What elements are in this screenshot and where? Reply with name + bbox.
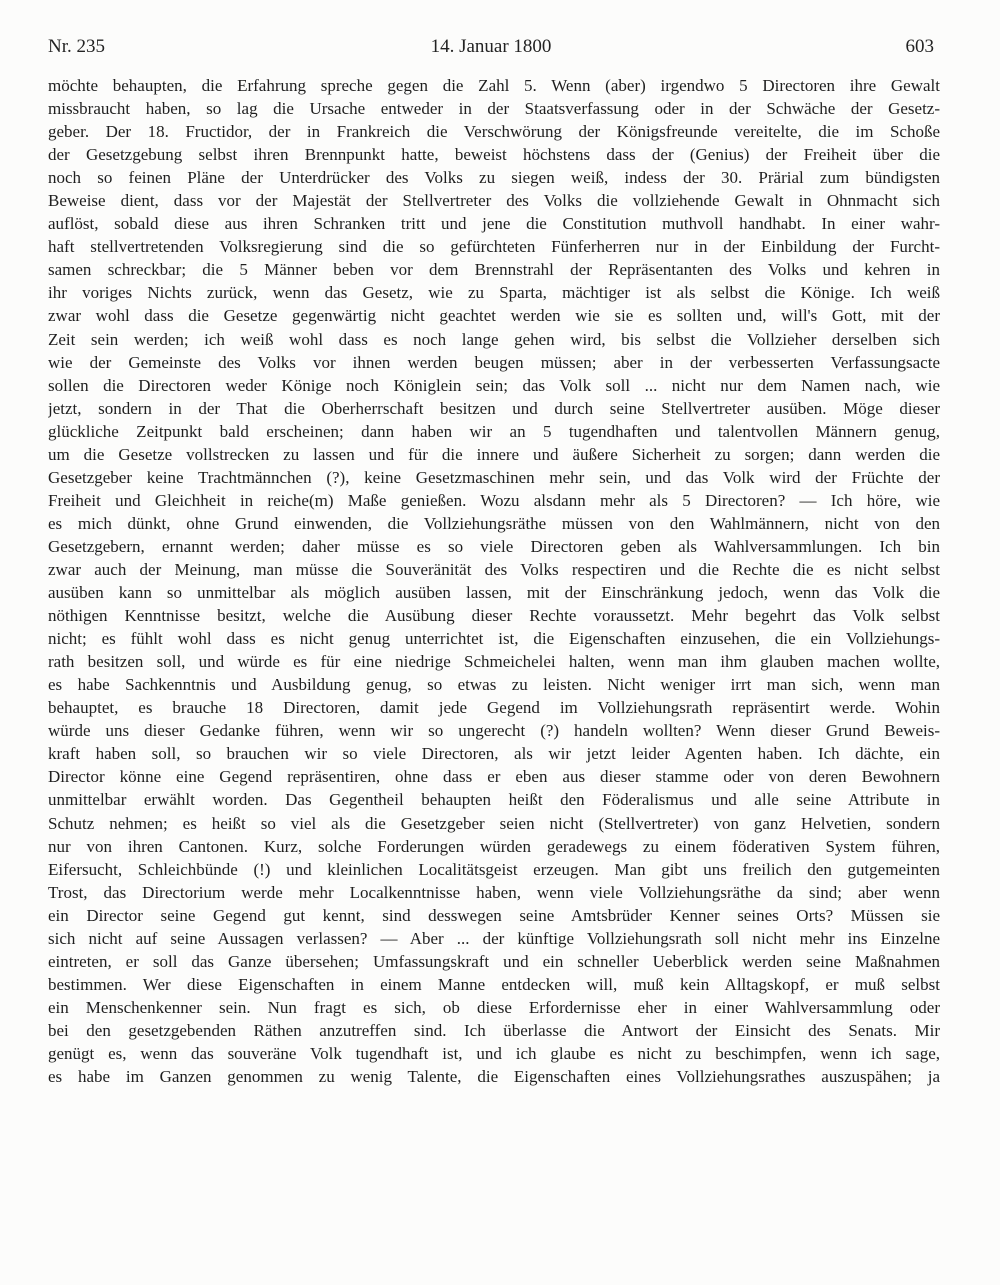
document-number: Nr. 235: [48, 36, 105, 57]
text-line: kraft haben soll, so brauchen wir so viele Directoren, als wir jetzt leider Agenten haben. Ich dächte, ein: [48, 744, 940, 764]
text-line: nicht; es fühlt wohl dass es nicht genug unterrichtet ist, die Eigenschaften einzusehen, die ein Vollziehungs-: [48, 629, 940, 649]
text-line: bei den gesetzgebenden Räthen anzutreffen sind. Ich überlasse die Antwort der Einsicht des Senats. Mir: [48, 1020, 940, 1040]
text-line: Schutz nehmen; es heißt so viel als die Gesetzgeber seien nicht (Stellvertreter) von ganz Helvetien, sondern: [48, 813, 940, 833]
text-line: genügt es, wenn das souveräne Volk tugendhaft ist, und ich glaube es nicht zu beschimpfen, wenn ich sage,: [48, 1043, 940, 1063]
page-header: [48, 36, 934, 64]
text-line: möchte behaupten, die Erfahrung spreche gegen die Zahl 5. Wenn (aber) irgendwo 5 Directoren ihre Gewalt: [48, 76, 940, 95]
text-line: nur von ihren Cantonen. Kurz, solche Forderungen würden geradewegs zu einem föderativen System führen,: [48, 836, 940, 856]
text-line: Gesetzgeber keine Trachtmännchen (?), keine Gesetzmaschinen mehr sein, und das Volk wird der Früchte der: [48, 467, 940, 487]
text-line: bestimmen. Wer diese Eigenschaften in einem Manne entdecken will, muß kein Alltagskopf, er muß selbst: [48, 974, 940, 994]
text-line: sollen die Directoren weder Könige noch Königlein sein; das Volk soll ... nicht nur dem Namen nach, wie: [48, 375, 940, 395]
text-line: noch so feinen Pläne der Unterdrücker des Volks zu siegen weiß, indess der 30. Prärial zum bündigsten: [48, 168, 940, 188]
text-line: ihr voriges Nichts zurück, wenn das Gesetz, wie zu Sparta, mächtiger ist als selbst die Könige. Ich weiß: [48, 283, 940, 303]
text-line: es mich dünkt, ohne Grund einwenden, die Vollziehungsräthe müssen von den Wahlmännern, nicht von den: [48, 513, 940, 533]
text-line: glückliche Zeitpunkt bald erscheinen; dann haben wir an 5 tugendhaften und talentvollen Männern genug,: [48, 421, 940, 441]
text-line: es habe im Ganzen genommen zu wenig Talente, die Eigenschaften eines Vollziehungsrathes auszuspähen; ja: [48, 1067, 940, 1087]
text-line: Director könne eine Gegend repräsentiren, ohne dass er eben aus dieser stamme oder von deren Bewohnern: [48, 767, 940, 787]
text-line: ein Director seine Gegend gut kennt, sind desswegen seine Amtsbrüder Kenner seines Orts? Müssen sie: [48, 905, 940, 925]
text-line: Beweise dient, dass vor der Majestät der Stellvertreter des Volks die vollziehende Gewalt in Ohnmacht sich: [48, 191, 940, 211]
text-line: unmittelbar erwählt worden. Das Gegentheil behaupten heißt den Föderalismus und alle seine Attribute in: [48, 790, 940, 810]
text-line: Trost, das Directorium werde mehr Localkenntnisse haben, wenn viele Vollziehungsräthe da sind; aber wenn: [48, 882, 940, 902]
text-line: zwar auch der Meinung, man müsse die Souveränität des Volks respectiren und die Rechte die es nicht selbst: [48, 559, 940, 579]
text-line: ein Menschenkenner sein. Nun fragt es sich, ob diese Erfordernisse eher in einer Wahlversammlung oder: [48, 997, 940, 1017]
text-line: behauptet, es brauche 18 Directoren, damit jede Gegend im Vollziehungsrath repräsentirt werde. Wohin: [48, 698, 940, 718]
text-line: missbraucht haben, so lag die Ursache entweder in der Staatsverfassung oder in der Schwäche der Gesetz-: [48, 99, 940, 119]
text-line: samen schreckbar; die 5 Männer beben vor dem Brennstrahl der Repräsentanten des Volks und kehren in: [48, 260, 940, 280]
text-line: der Gesetzgebung selbst ihren Brennpunkt hatte, beweist höchstens dass der (Genius) der Freiheit über die: [48, 145, 940, 165]
text-line: zwar wohl dass die Gesetze gegenwärtig nicht geachtet werden wie sie es sollten und, will's Gott, mit der: [48, 306, 940, 326]
text-line: eintreten, er soll das Ganze übersehen; Umfassungskraft und ein schneller Ueberblick werden seine Maßnahmen: [48, 951, 940, 971]
text-line: Eifersucht, Schleichbünde (!) und kleinlichen Localitätsgeist erzeugen. Man gibt uns freilich den gutgemeinten: [48, 859, 940, 879]
text-line: ausüben kann so unmittelbar als möglich ausüben lassen, mit der Einschränkung jedoch, wenn das Volk die: [48, 583, 940, 603]
text-line: um die Gesetze vollstrecken zu lassen und für die innere und äußere Sicherheit zu sorgen; dann werden die: [48, 444, 940, 464]
text-line: geber. Der 18. Fructidor, der in Frankreich die Verschwörung der Königsfreunde vereitelte, die im Schoße: [48, 122, 940, 142]
body-text: [48, 74, 940, 1088]
text-line: jetzt, sondern in der That die Oberherrschaft besitzen und durch seine Stellvertreter ausüben. Möge dieser: [48, 398, 940, 418]
text-line: Freiheit und Gleichheit in reiche(m) Maße genießen. Wozu alsdann mehr als 5 Directoren? — Ich höre, wie: [48, 490, 940, 510]
text-line: nöthigen Kenntnisse besitzt, welche die Ausübung dieser Rechte voraussetzt. Mehr begehrt das Volk selbst: [48, 606, 940, 626]
text-line: Gesetzgebern, ernannt werden; daher müsse es so viele Directoren geben als Wahlversammlungen. Ich bin: [48, 536, 940, 556]
text-line: würde uns dieser Gedanke führen, wenn wir so ungerecht (?) handeln wollten? Wenn dieser Grund Beweis-: [48, 721, 940, 741]
document-date: 14. Januar 1800: [430, 36, 552, 57]
text-line: rath besitzen soll, und würde es für eine niedrige Schmeichelei halten, wenn man ihm glauben machen wollte,: [48, 652, 940, 672]
text-line: wie der Gemeinste des Volks vor ihnen werden beugen müssen; aber in der verbesserten Verfassungsacte: [48, 352, 940, 372]
text-line: haft stellvertretenden Volksregierung sind die so gefürchteten Fünferherren nur in der Einbildung der Furcht-: [48, 237, 940, 257]
page-number: 603: [905, 36, 934, 57]
text-line: Zeit sein werden; ich weiß wohl dass es noch lange gehen wird, bis selbst die Vollzieher derselben sich: [48, 329, 940, 349]
text-line: es habe Sachkenntnis und Ausbildung genug, so etwas zu leisten. Nicht weniger irrt man sich, wenn man: [48, 675, 940, 695]
text-line: sich nicht auf seine Aussagen verlassen? — Aber ... der künftige Vollziehungsrath soll nicht mehr ins Einzelne: [48, 928, 940, 948]
text-line: auflöst, sobald diese aus ihren Schranken tritt und jene die Constitution muthvoll handhabt. In einer wahr-: [48, 214, 940, 234]
